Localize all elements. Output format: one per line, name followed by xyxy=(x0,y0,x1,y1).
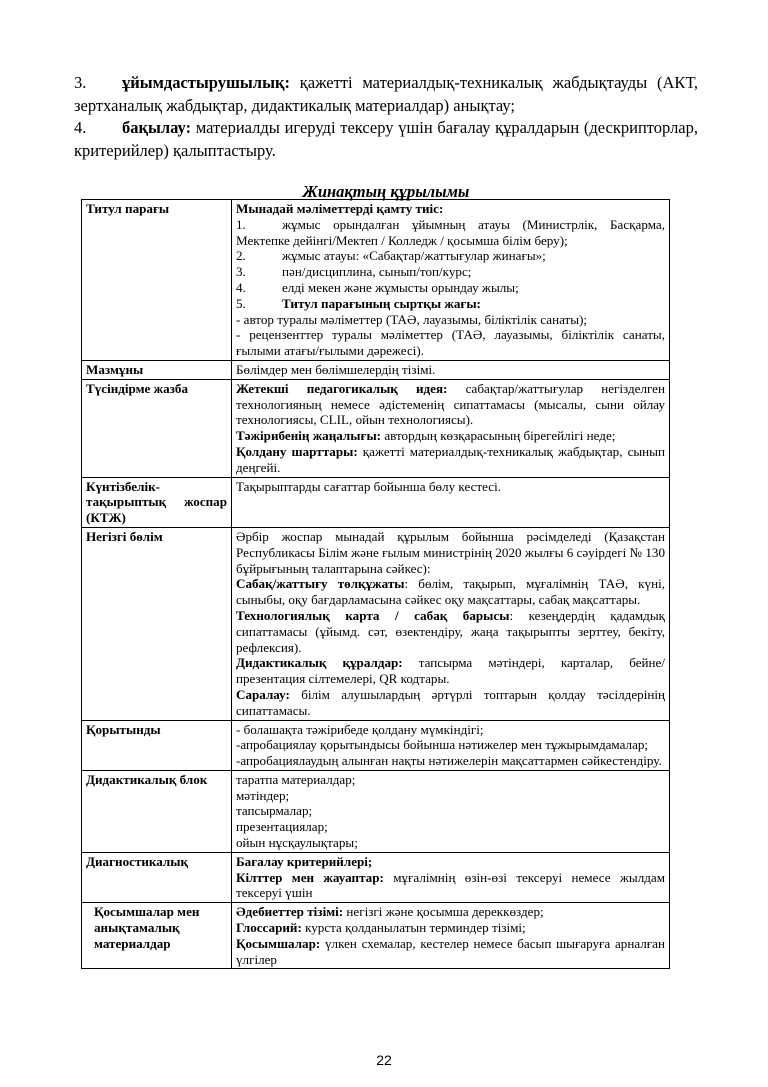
row-content: таратпа материалдар; мәтіндер; тапсырмалар; презентациялар; ойын нұсқаулықтары; xyxy=(232,770,670,852)
table-row-conclusion xyxy=(82,720,670,770)
row-content: Жетекші педагогикалық идея: сабақтар/жаттығулар негізделген технологияның немесе әдістеменің сипаттамасы (мысалы, сыни ойлау технологиясы, CLIL, ойын технологиясы). Тәжірибенің жаңалығы: автордың көзқарасының бірегейлігі неде; Қолдану шарттары: қажетті материалдық-техникалық жабдықтар, сынып деңгейі. xyxy=(232,379,670,477)
row-label: Қосымшалар мен анықтамалық материалдар xyxy=(82,903,232,969)
structure-table xyxy=(81,199,670,969)
list-item: - автор туралы мәліметтер (ТАӘ, лауазымы, біліктілік санаты); xyxy=(236,311,588,327)
table-row-contents xyxy=(82,360,670,379)
row-content: Мынадай мәліметтерді қамту тиіс: 1. жұмыс орындалған ұйымның атауы (Министрлік, Басқарма, Мектепке дейінгі/Мектеп / Колледж / қосымша білім беру); 2. жұмыс атауы: «Сабақтар/жаттығулар жинағы»; 3. пән/дисциплина, сынып/топ/курс; 4. елді мекен және жұмысты орындау жылы; 5. Титул парағының сыртқы жағы: - автор туралы мәліметтер (ТАӘ, лауазымы, біліктілік санаты); - рецензенттер туралы мәліметтер (ТАӘ, лауазымы, біліктілік санаты, ғылыми атағы/ғылыми дәрежесі). xyxy=(232,200,670,361)
row-content: Әдебиеттер тізімі: негізгі және қосымша дереккөздер; Глоссарий: курста қолданылатын терминдер тізімі; Қосымшалар: үлкен схемалар, кестелер немесе басып шығаруға арналған үлгілер xyxy=(232,903,670,969)
list-item: 3. пән/дисциплина, сынып/топ/курс; xyxy=(236,264,472,280)
table-row-title-page xyxy=(82,200,670,361)
list-item: 4. елді мекен және жұмысты орындау жылы; xyxy=(236,279,519,295)
intro-item-4: 4. бақылау: материалды игеруді тексеру үшін бағалау құралдарын (дескрипторлар, критерийлер) қалыптастыру. xyxy=(74,118,698,160)
intro-text xyxy=(74,72,698,162)
row-content: Әрбір жоспар мынадай құрылым бойынша рәсімделеді (Қазақстан Республикасы Білім және ғылым министрінің 2020 жылғы 6 сәуірдегі № 130 бұйрығының талаптарына сәйкес): Сабақ/жаттығу төлқұжаты: бөлім, тақырып, мұғалімнің ТАӘ, күні, сыныбы, оқу бағдарламасына сәйкес оқу мақсаттары, сабақ мақсаттары. Технологиялық карта / сабақ барысы: кезеңдердің қадамдық сипаттамасы (ұйымд. сәт, өзектендіру, жаңа тақырыпты зерттеу, бекіту, рефлексия). Дидактикалық құралдар: тапсырма мәтіндері, карталар, бейне/презентация сілтемелері, QR кодтары. Саралау: білім алушылардың әртүрлі топтарын қолдау тәсілдерінің сипаттамасы. xyxy=(232,527,670,720)
table-row-explanatory xyxy=(82,379,670,477)
table-row-didactic xyxy=(82,770,670,852)
list-item: - рецензенттер туралы мәліметтер (ТАӘ, лауазымы, біліктілік санаты, ғылыми атағы/ғылыми дәрежесі). xyxy=(236,327,665,359)
table-title: Жинақтың құрылымы xyxy=(302,182,470,201)
row-label: Титул парағы xyxy=(82,200,232,361)
row-content: Бағалау критерийлері; Кілттер мен жауаптар: мұғалімнің өзін-өзі тексеруі немесе жылдам тексеруі үшін xyxy=(232,852,670,902)
page-number: 22 xyxy=(376,1052,392,1068)
table-row-appendix xyxy=(82,903,670,969)
list-item: 5. Титул парағының сыртқы жағы: xyxy=(236,295,481,311)
row-content: - болашақта тәжірибеде қолдану мүмкіндігі; -апробациялау қорытындысы бойынша нәтижелер мен тұжырымдамалар; -апробациялаудың алынған нақты нәтижелерін мақсаттармен сәйкестендіру. xyxy=(232,720,670,770)
row-label: Негізгі бөлім xyxy=(82,527,232,720)
list-item: 2. жұмыс атауы: «Сабақтар/жаттығулар жинағы»; xyxy=(236,248,546,264)
row-label: Диагностикалық xyxy=(82,852,232,902)
row-label: Қорытынды xyxy=(82,720,232,770)
row-content: Бөлімдер мен бөлімшелердің тізімі. xyxy=(232,360,670,379)
table-row-main xyxy=(82,527,670,720)
row-content: Тақырыптарды сағаттар бойынша бөлу кестесі. xyxy=(232,477,670,527)
row-label: Күнтізбелік-тақырыптық жоспар (КТЖ) xyxy=(82,477,232,527)
intro-item-3: 3. ұйымдастырушылық: қажетті материалдық-техникалық жабдықтауды (АКТ, зертханалық жабдықтар, дидактикалық материалдар) анықтау; xyxy=(74,73,698,115)
row-label: Дидактикалық блок xyxy=(82,770,232,852)
list-item: 1. жұмыс орындалған ұйымның атауы (Министрлік, Басқарма, Мектепке дейінгі/Мектеп / Колледж / қосымша білім беру); xyxy=(236,216,665,248)
row-label: Түсіндірме жазба xyxy=(82,379,232,477)
table-row-diagnostic xyxy=(82,852,670,902)
table-row-ktzh xyxy=(82,477,670,527)
row-label: Мазмұны xyxy=(82,360,232,379)
